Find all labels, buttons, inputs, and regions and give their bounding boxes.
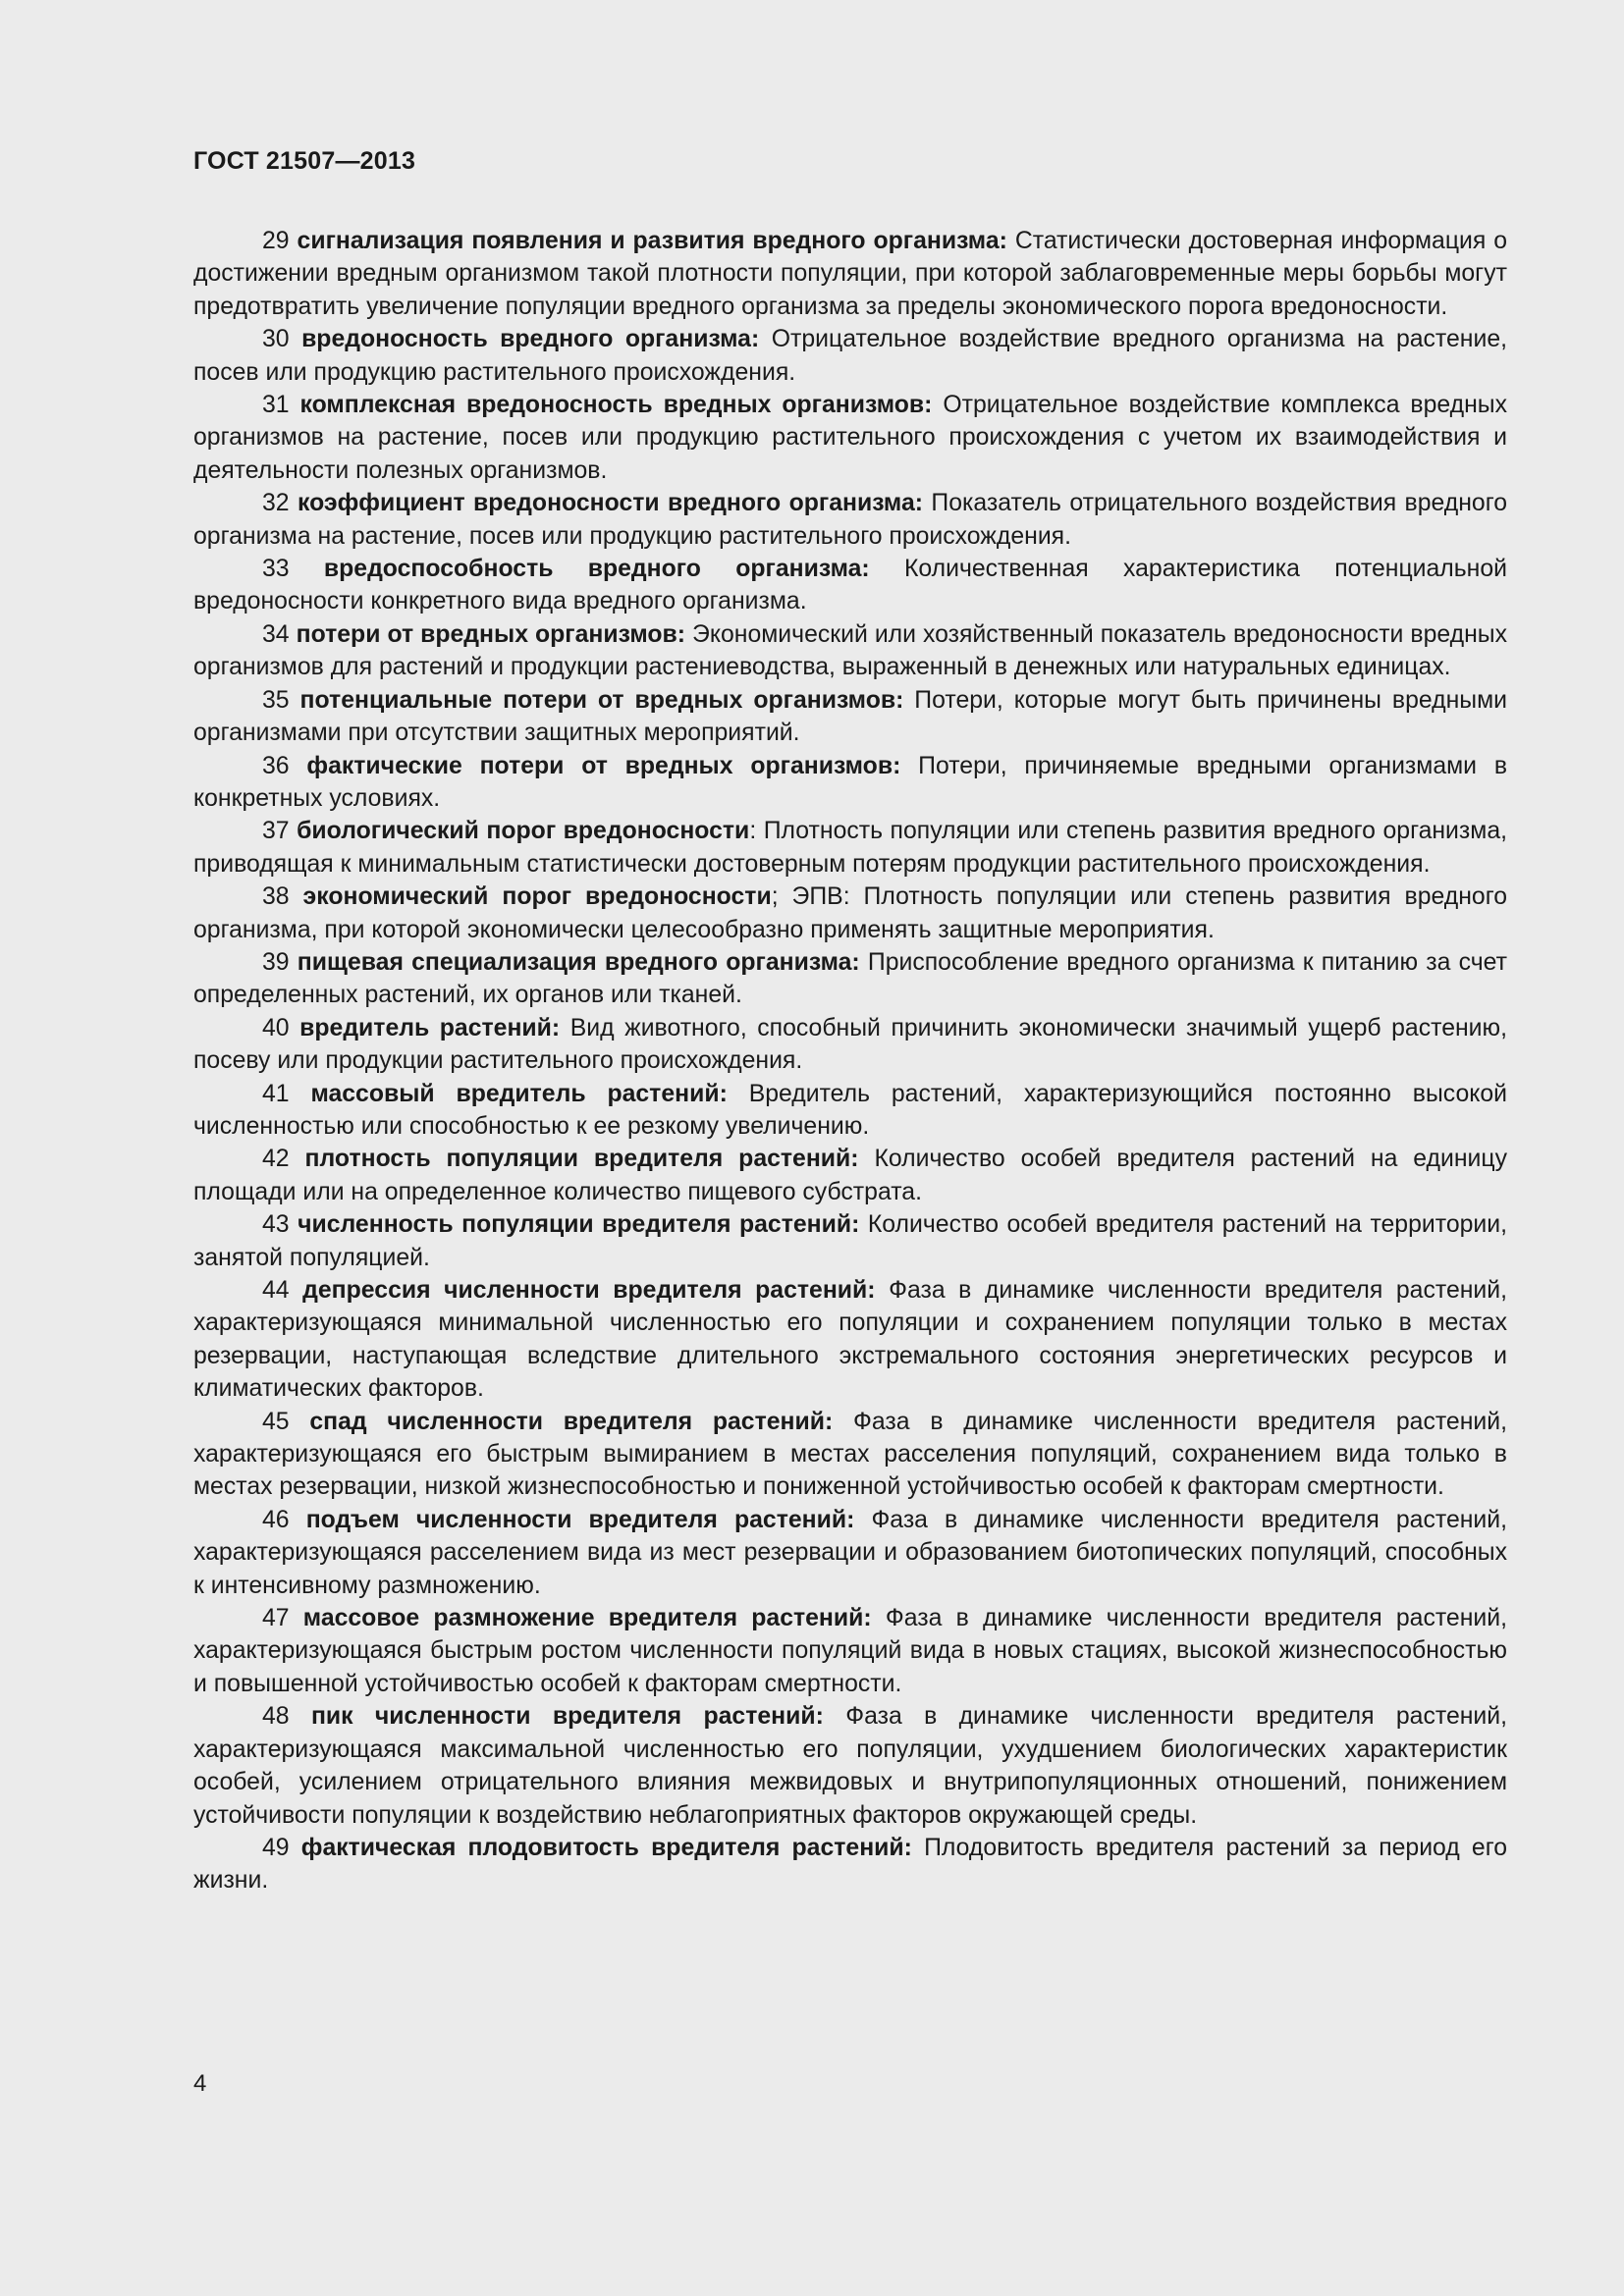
term-number: 49 — [262, 1834, 290, 1861]
term-title: депрессия численности вредителя растений: — [302, 1277, 876, 1304]
term-entry — [193, 1504, 1507, 1602]
term-number: 31 — [262, 392, 290, 419]
term-entry — [193, 1078, 1507, 1144]
term-definition: Количество особей вредителя растений на территории, занятой популяцией. — [193, 1211, 1507, 1271]
term-title: массовое размножение вредителя растений: — [302, 1605, 872, 1632]
term-definition: Фаза в динамике численности вредителя растений, характеризующаяся его быстрым вымиранием в местах расселения популяций, сохранением вида только в местах резервации, низкой жизнеспособностью и пониженной устойчивостью особей к факторам смертности. — [193, 1408, 1507, 1501]
term-title: биологический порог вредоносности — [297, 818, 750, 845]
term-title: потенциальные потери от вредных организмов: — [299, 686, 904, 714]
term-definition: Потери, которые могут быть причинены вредными организмами при отсутствии защитных мероприятий. — [193, 686, 1508, 747]
term-definition: Количественная характеристика потенциальной вредоносности конкретного вида вредного организма. — [193, 556, 1508, 615]
term-title: сигнализация появления и развития вредного организма: — [297, 228, 1007, 254]
term-definition: Отрицательное воздействие комплекса вредных организмов на растение, посев или продукцию растительного происхождения с учетом их взаимодействия и деятельности полезных организмов. — [193, 392, 1508, 484]
term-number: 33 — [262, 556, 290, 583]
term-entry — [193, 323, 1507, 389]
term-definition: : Плотность популяции или степень развития вредного организма, приводящая к минимальным статистически достоверным потерям продукции растительного происхождения. — [193, 818, 1507, 878]
term-number: 34 — [262, 620, 290, 648]
term-entry — [193, 225, 1507, 323]
term-title: численность популяции вредителя растений: — [298, 1211, 860, 1239]
term-title: массовый вредитель растений: — [310, 1080, 728, 1107]
term-definition: Количество особей вредителя растений на единицу площади или на определенное количество пищевого субстрата. — [193, 1146, 1507, 1205]
term-title: потери от вредных организмов: — [296, 620, 686, 648]
term-title: пищевая специализация вредного организма: — [297, 948, 860, 976]
term-title: вредоносность вредного организма: — [301, 326, 760, 353]
term-entry — [193, 1602, 1507, 1700]
term-title: вредитель растений: — [299, 1014, 561, 1041]
term-definition: Отрицательное воздействие вредного организма на растение, посев или продукцию растительного происхождения. — [193, 326, 1508, 386]
term-definition: Экономический или хозяйственный показатель вредоносности вредных организмов для растений и продукции растениеводства, выраженный в денежных или натуральных единицах. — [193, 620, 1508, 681]
term-definition: Статистически достоверная информация о достижении вредным организмом такой плотности популяции, при которой заблаговременные меры борьбы могут предотвратить увеличение популяции вредного организма за пределы экономического порога вредоносности. — [193, 228, 1508, 320]
term-entry — [193, 1208, 1507, 1274]
term-title: вредоспособность вредного организма: — [323, 556, 870, 583]
term-definition: Показатель отрицательного воздействия вредного организма на растение, посев или продукцию растительного происхождения. — [193, 490, 1508, 550]
term-title: подъем численности вредителя растений: — [305, 1506, 855, 1533]
term-entry — [193, 946, 1507, 1012]
term-definition: Потери, причиняемые вредными организмами в конкретных условиях. — [193, 752, 1507, 812]
term-title: коэффициент вредоносности вредного организма: — [297, 490, 923, 517]
term-number: 48 — [262, 1703, 290, 1731]
term-entry — [193, 1143, 1507, 1208]
term-entry — [193, 618, 1507, 684]
term-number: 39 — [262, 948, 290, 976]
term-definition: Фаза в динамике численности вредителя растений, характеризующаяся быстрым ростом численности популяций вида в новых стациях, высокой жизнеспособностью и повышенной устойчивостью особей к факторам смертности. — [193, 1605, 1508, 1697]
term-definition: Плодовитость вредителя растений за период его жизни. — [193, 1834, 1507, 1895]
term-definition: Фаза в динамике численности вредителя растений, характеризующаяся максимальной численностью его популяции, ухудшением биологических характеристик особей, усилением отрицательного влияния межвидовых и внутрипопуляционных отношений, понижением устойчивости популяции к воздействию неблагоприятных факторов окружающей среды. — [193, 1703, 1508, 1829]
term-title: комплексная вредоносность вредных организмов: — [299, 392, 933, 419]
term-number: 45 — [262, 1408, 290, 1435]
term-title: экономический порог вредоносности — [302, 883, 772, 911]
term-number: 30 — [262, 326, 290, 353]
term-title: плотность популяции вредителя растений: — [304, 1146, 859, 1173]
term-entry — [193, 487, 1507, 553]
term-definition: Вредитель растений, характеризующийся постоянно высокой численностью или способностью к ее резкому увеличению. — [193, 1080, 1508, 1140]
term-number: 38 — [262, 883, 290, 911]
term-entry — [193, 1274, 1507, 1406]
term-title: фактические потери от вредных организмов: — [306, 752, 901, 779]
term-entry — [193, 553, 1507, 618]
term-entry — [193, 1012, 1507, 1078]
term-number: 35 — [262, 686, 290, 714]
term-definition: Фаза в динамике численности вредителя растений, характеризующаяся расселением вида из мест резервации и образованием биотопических популяций, способных к интенсивному размножению. — [193, 1506, 1508, 1599]
term-title: пик численности вредителя растений: — [310, 1703, 824, 1731]
term-number: 43 — [262, 1211, 290, 1239]
term-entry — [193, 684, 1507, 750]
term-entry — [193, 750, 1507, 816]
term-entry — [193, 1700, 1507, 1832]
term-title: фактическая плодовитость вредителя растений: — [300, 1834, 912, 1861]
term-definition: ; ЭПВ: Плотность популяции или степень развития вредного организма, при которой экономически целесообразно применять защитные мероприятия. — [193, 883, 1507, 943]
document-header: ГОСТ 21507—2013 — [193, 147, 416, 175]
term-number: 37 — [262, 818, 290, 845]
term-definition: Вид животного, способный причинить экономически значимый ущерб растению, посеву или продукции растительного происхождения. — [193, 1014, 1508, 1075]
term-entry — [193, 881, 1507, 946]
term-entry — [193, 1832, 1507, 1897]
term-title: спад численности вредителя растений: — [309, 1408, 834, 1435]
term-entry — [193, 815, 1507, 881]
term-number: 44 — [262, 1277, 290, 1304]
term-number: 32 — [262, 490, 290, 517]
term-number: 42 — [262, 1146, 290, 1173]
term-entry — [193, 389, 1507, 487]
term-definition: Фаза в динамике численности вредителя растений, характеризующаяся минимальной численностью его популяции и сохранением популяции только в местах резервации, наступающая вследствие длительного экстремального состояния энергетических ресурсов и климатических факторов. — [193, 1277, 1508, 1403]
term-entry — [193, 1406, 1507, 1504]
term-number: 46 — [262, 1506, 290, 1533]
page-number: 4 — [193, 2070, 207, 2097]
term-number: 40 — [262, 1014, 290, 1041]
term-number: 36 — [262, 752, 290, 779]
term-number: 47 — [262, 1605, 290, 1632]
term-number: 29 — [262, 228, 290, 254]
term-number: 41 — [262, 1080, 290, 1107]
term-definition: Приспособление вредного организма к питанию за счет определенных растений, их органов или тканей. — [193, 948, 1508, 1009]
terms-list — [193, 225, 1507, 1897]
